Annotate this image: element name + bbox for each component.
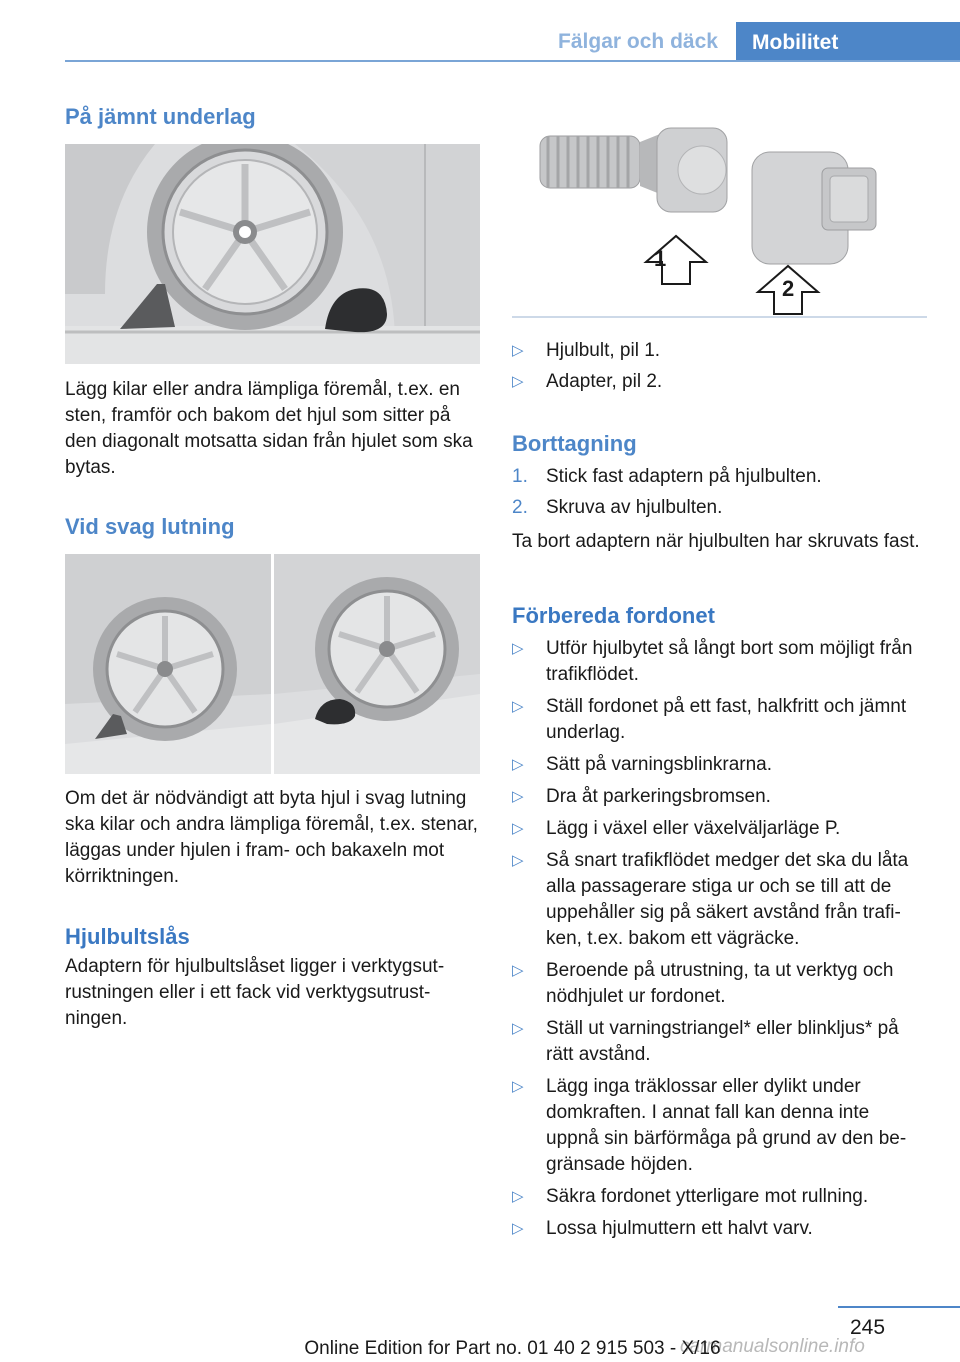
figure-label-2: 2 <box>782 276 795 301</box>
figure-wheel-chocks-slope <box>65 554 480 774</box>
figure-wheel-chocks-level <box>65 144 480 364</box>
wheel-slope-illustration <box>65 554 480 774</box>
bolt-adapter-illustration <box>512 124 927 316</box>
triangle-bullet-icon: ▷ <box>512 342 524 359</box>
chapter-tab: Mobilitet <box>736 22 960 62</box>
triangle-bullet-icon: ▷ <box>512 1188 524 1205</box>
triangle-bullet-icon: ▷ <box>512 698 524 715</box>
triangle-bullet-icon: ▷ <box>512 788 524 805</box>
list-item: ▷ Beroende på utrustning, ta ut verktyg och nödhjulet ur fordonet. <box>512 960 894 1007</box>
list-item: ▷ Sätt på varningsblinkrarna. <box>512 752 927 778</box>
list-item: ▷ Ställ ut varningstriangel* eller blinkljus* på rätt avstånd. <box>512 1018 899 1065</box>
triangle-bullet-icon: ▷ <box>512 640 524 657</box>
paragraph-slight-slope: Om det är nödvändigt att byta hjul i svag lutning ska kilar och andra lämpliga föremål, t.ex. stenar, läggas under hjulen i fram- och bakaxeln mot körriktningen. <box>65 788 478 887</box>
prepare-list <box>512 636 927 1248</box>
heading-prepare-vehicle: Förbereda fordonet <box>512 603 715 628</box>
list-item: ▷ Adapter, pil 2. <box>512 369 927 395</box>
heading-removal: Borttagning <box>512 431 637 456</box>
figure-label-1: 1 <box>654 246 667 271</box>
parts-list <box>512 338 927 395</box>
paragraph-removal: Ta bort adaptern när hjulbulten har skruvats fast. <box>512 531 920 552</box>
heading-slight-slope: Vid svag lutning <box>65 514 235 539</box>
removal-steps <box>512 464 927 521</box>
triangle-bullet-icon: ▷ <box>512 1078 524 1095</box>
list-item: ▷ Hjulbult, pil 1. <box>512 338 927 364</box>
triangle-bullet-icon: ▷ <box>512 852 524 869</box>
list-item: ▷ Dra åt parkeringsbromsen. <box>512 784 927 810</box>
list-item: 1. Stick fast adaptern på hjulbulten. <box>512 466 822 487</box>
list-item: ▷ Utför hjulbytet så långt bort som möjligt från trafikflödet. <box>512 638 913 685</box>
heading-wheel-lock: Hjulbultslås <box>65 924 190 949</box>
triangle-bullet-icon: ▷ <box>512 373 524 390</box>
figure-divider <box>512 316 927 318</box>
list-item: ▷ Lägg inga träklossar eller dylikt under domkraften. I annat fall kan denna inte uppnå sin bärförmåga på grund av den begränsade höjden. <box>512 1076 907 1175</box>
list-item: ▷ Så snart trafikflödet medger det ska du låta alla passagerare stiga ur och se till att de uppehåller sig på säkert avstånd från trafiken, t.ex. bakom ett vägräcke. <box>512 850 909 949</box>
triangle-bullet-icon: ▷ <box>512 962 524 979</box>
list-item: 2. Skruva av hjulbulten. <box>512 497 723 518</box>
paragraph-level-ground: Lägg kilar eller andra lämpliga föremål, t.ex. en sten, framför och bakom det hjul som sitter på den diagonalt motsatta sidan från hjulet som ska bytas. <box>65 379 473 478</box>
list-item: ▷ Säkra fordonet ytterligare mot rullning. <box>512 1184 927 1210</box>
footer-rule <box>838 1306 960 1308</box>
heading-level-ground: På jämnt underlag <box>65 104 256 129</box>
triangle-bullet-icon: ▷ <box>512 1220 524 1237</box>
paragraph-wheel-lock: Adaptern för hjulbultslåset ligger i verktygsutrustningen eller i ett fack vid verktygsutrustningen. <box>65 956 445 1029</box>
triangle-bullet-icon: ▷ <box>512 1020 524 1037</box>
figure-lock-bolt-adapter <box>512 124 927 316</box>
section-tab: Fälgar och däck <box>558 30 718 53</box>
list-item: ▷ Lossa hjulmuttern ett halvt varv. <box>512 1216 927 1242</box>
edition-line: Online Edition for Part no. 01 40 2 915 503 - X/16 <box>304 1338 721 1359</box>
list-item: ▷ Lägg i växel eller växelväljarläge P. <box>512 816 927 842</box>
page-number: 245 <box>850 1316 886 1339</box>
list-item: ▷ Ställ fordonet på ett fast, halkfritt och jämnt underlag. <box>512 696 907 743</box>
watermark: carmanualsonline.info <box>680 1336 865 1357</box>
wheel-level-illustration <box>65 144 480 364</box>
triangle-bullet-icon: ▷ <box>512 820 524 837</box>
header-rule <box>65 60 960 62</box>
triangle-bullet-icon: ▷ <box>512 756 524 773</box>
